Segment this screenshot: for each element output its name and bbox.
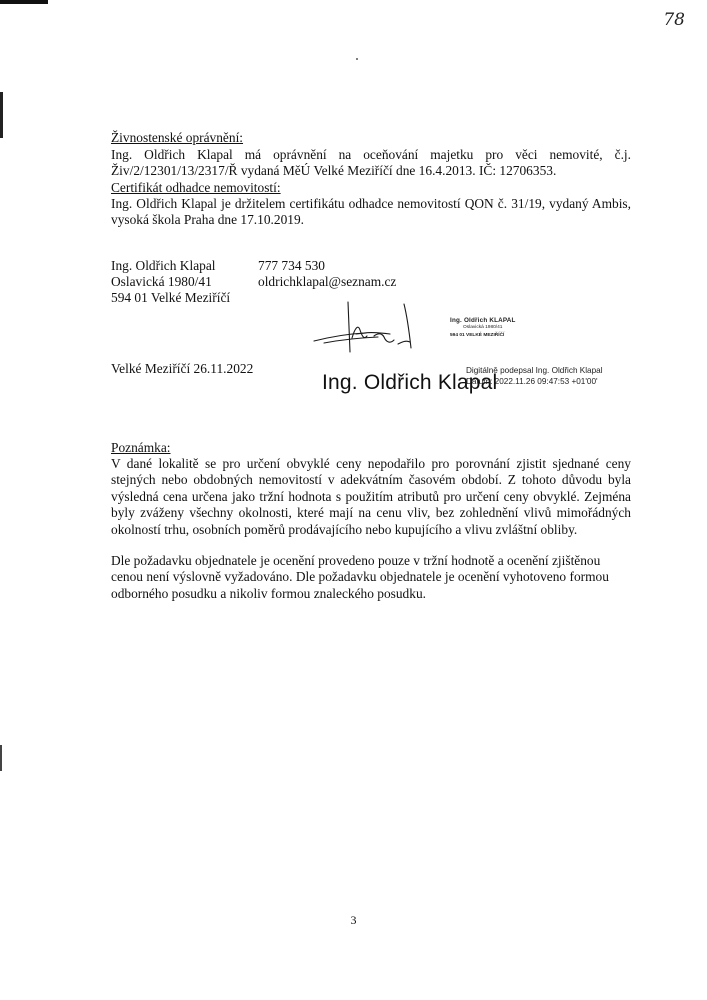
contact-phone: 777 734 530 <box>258 258 325 273</box>
address-stamp <box>450 316 516 339</box>
trade-license-text: Ing. Oldřich Klapal má oprávnění na oceňování majetku pro věci nemovité, č.j. Živ/2/12301/13/2317/Ř vydaná MěÚ Velké Meziříčí dne 16.4.2013. IČ: 12706353. <box>111 147 631 179</box>
place-and-date: Velké Meziříčí 26.11.2022 <box>111 361 254 376</box>
digital-signature-signed-by: Digitálně podepsal Ing. Oldřich Klapal <box>466 366 603 375</box>
digital-signature-date: Datum: 2022.11.26 09:47:53 +01'00' <box>466 377 598 386</box>
handwritten-page-number: 78 <box>663 10 685 30</box>
stamp-name: Ing. Oldřich KLAPAL <box>450 317 516 324</box>
note-heading: Poznámka: <box>111 440 171 455</box>
stamp-city: 594 01 VELKÉ MEZIŘÍČÍ <box>450 332 505 338</box>
handwritten-signature <box>312 300 432 354</box>
note-paragraph-1: V dané lokalitě se pro určení obvyklé ceny nepodařilo pro porovnání zjistit sjednané ceny stejných nebo obdobných nemovitostí v adekvátním časovém období. Z tohoto důvodu byla výsledná cena určena jako tržní hodnota s použitím atributů pro určení ceny obvyklé. Zejména byly zváženy všechny okolnosti, které mají na cenu vliv, bez zohlednění vlivů mimořádných okolností trhu, osobních poměrů prodávajícího nebo kupujícího a vlivu zvláštní obliby. <box>111 456 631 537</box>
certificate-text: Ing. Oldřich Klapal je držitelem certifikátu odhadce nemovitostí QON č. 31/19, vydaný Ambis, vysoká škola Praha dne 17.10.2019. <box>111 196 631 228</box>
note-paragraph-2: Dle požadavku objednatele je ocenění provedeno pouze v tržní hodnotě a ocenění zjištěnou cenou není výslovně vyžadováno. Dle požadavku objednatele je ocenění vyhotoveno formou odborného posudku a nikoliv formou znaleckého posudku. <box>111 553 609 601</box>
digital-signature <box>322 365 632 405</box>
scan-edge-tick <box>0 745 2 771</box>
trade-license-heading: Živnostenské oprávnění: <box>111 130 244 145</box>
scan-edge-mark <box>0 92 3 138</box>
contact-street: Oslavická 1980/41 <box>111 274 212 289</box>
scan-corner-mark <box>0 0 48 4</box>
contact-name: Ing. Oldřich Klapal <box>111 258 216 273</box>
contact-city: 594 01 Velké Meziříčí <box>111 290 231 305</box>
certificate-heading: Certifikát odhadce nemovitostí: <box>111 180 281 195</box>
scan-dot <box>356 58 358 60</box>
contact-email: oldrichklapal@seznam.cz <box>258 274 397 289</box>
digital-signature-name: Ing. Oldřich Klapal <box>322 371 498 394</box>
stamp-street: Oslavická 1980/41 <box>463 325 503 330</box>
page-number: 3 <box>350 913 357 927</box>
